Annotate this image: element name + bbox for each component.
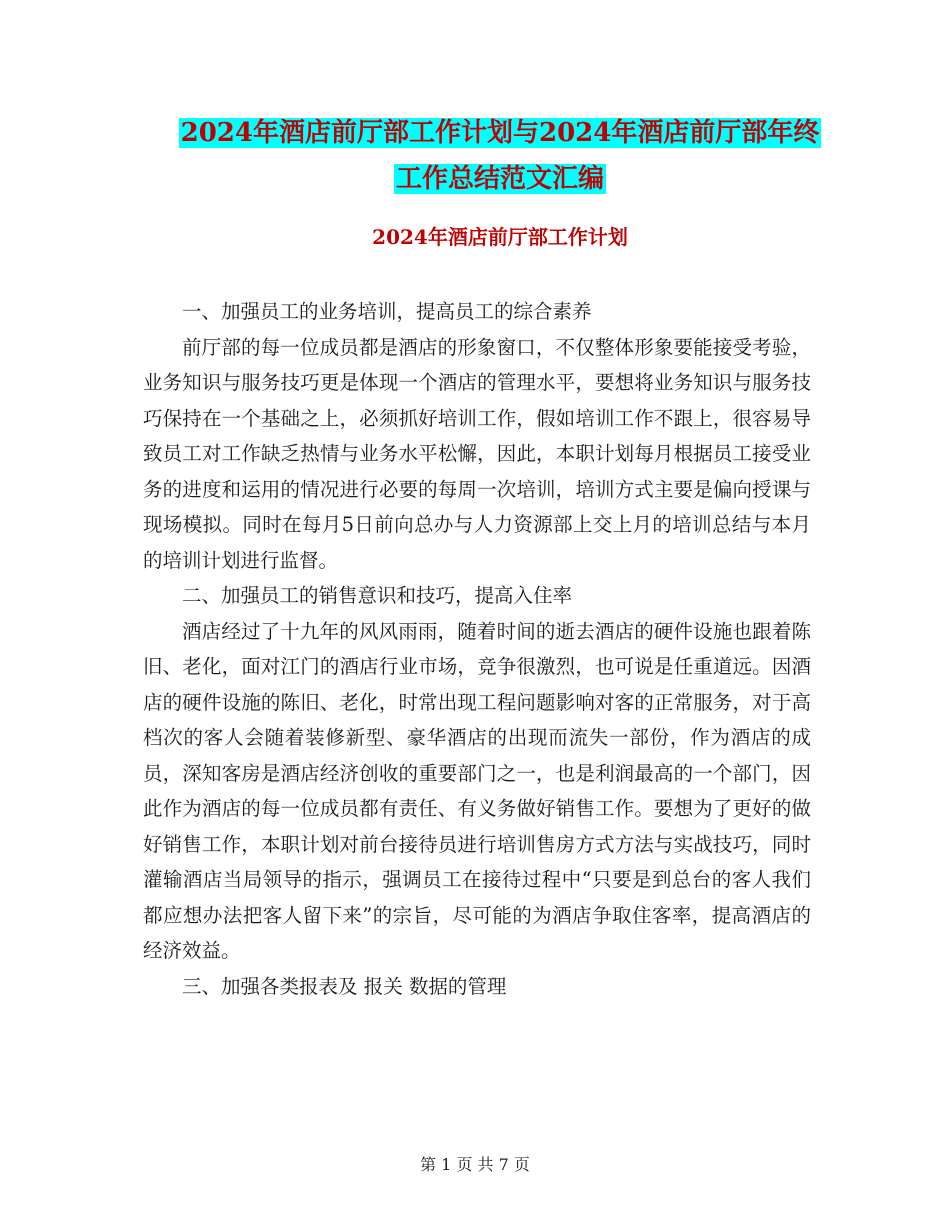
paragraph-2: 酒店经过了十九年的风风雨雨，随着时间的逝去酒店的硬件设施也跟着陈旧、老化，面对江门的酒店行业市场，竞争很激烈，也可说是任重道远。因酒店的硬件设施的陈旧、老化，时常出现工程问题影响对客的正常服务，对于高档次的客人会随着装修新型、豪华酒店的出现而流失一部份，作为酒店的成员，深知客房是酒店经济创收的重要部门之一，也是利润最高的一个部门，因此作为酒店的每一位成员都有责任、有义务做好销售工作。要想为了更好的做好销售工作，本职计划对前台接待员进行培训售房方式方法与实战技巧，同时灌输酒店当局领导的指示，强调员工在接待过程中“只要是到总台的客人我们都应想办法把客人留下来”的宗旨，尽可能的为酒店争取住客率，提高酒店的经济效益。 — [143, 619, 811, 962]
heading-3: 三、加强各类报表及 报关 数据的管理 — [182, 974, 507, 998]
document-title-line-1: 2024年酒店前厅部工作计划与2024年酒店前厅部年终 — [180, 118, 820, 148]
document-body — [143, 294, 811, 1004]
section-title: 2024年酒店前厅部工作计划 — [372, 225, 628, 249]
paragraph-1: 前厅部的每一位成员都是酒店的形象窗口，不仅整体形象要能接受考验，业务知识与服务技巧更是体现一个酒店的管理水平，要想将业务知识与服务技巧保持在一个基础之上，必须抓好培训工作，假如培训工作不跟上，很容易导致员工对工作缺乏热情与业务水平松懈，因此，本职计划每月根据员工接受业务的进度和运用的情况进行必要的每周一次培训，培训方式主要是偏向授课与现场模拟。同时在每月5日前向总办与人力资源部上交上月的培训总结与本月的培训计划进行监督。 — [143, 335, 811, 572]
heading-2: 二、加强员工的销售意识和技巧，提高入住率 — [182, 584, 573, 607]
document-title-line-2: 工作总结范文汇编 — [395, 164, 604, 194]
heading-1: 一、加强员工的业务培训，提高员工的综合素养 — [182, 300, 592, 323]
page-footer: 第 1 页 共 7 页 — [420, 1155, 530, 1174]
document-title — [120, 110, 880, 202]
